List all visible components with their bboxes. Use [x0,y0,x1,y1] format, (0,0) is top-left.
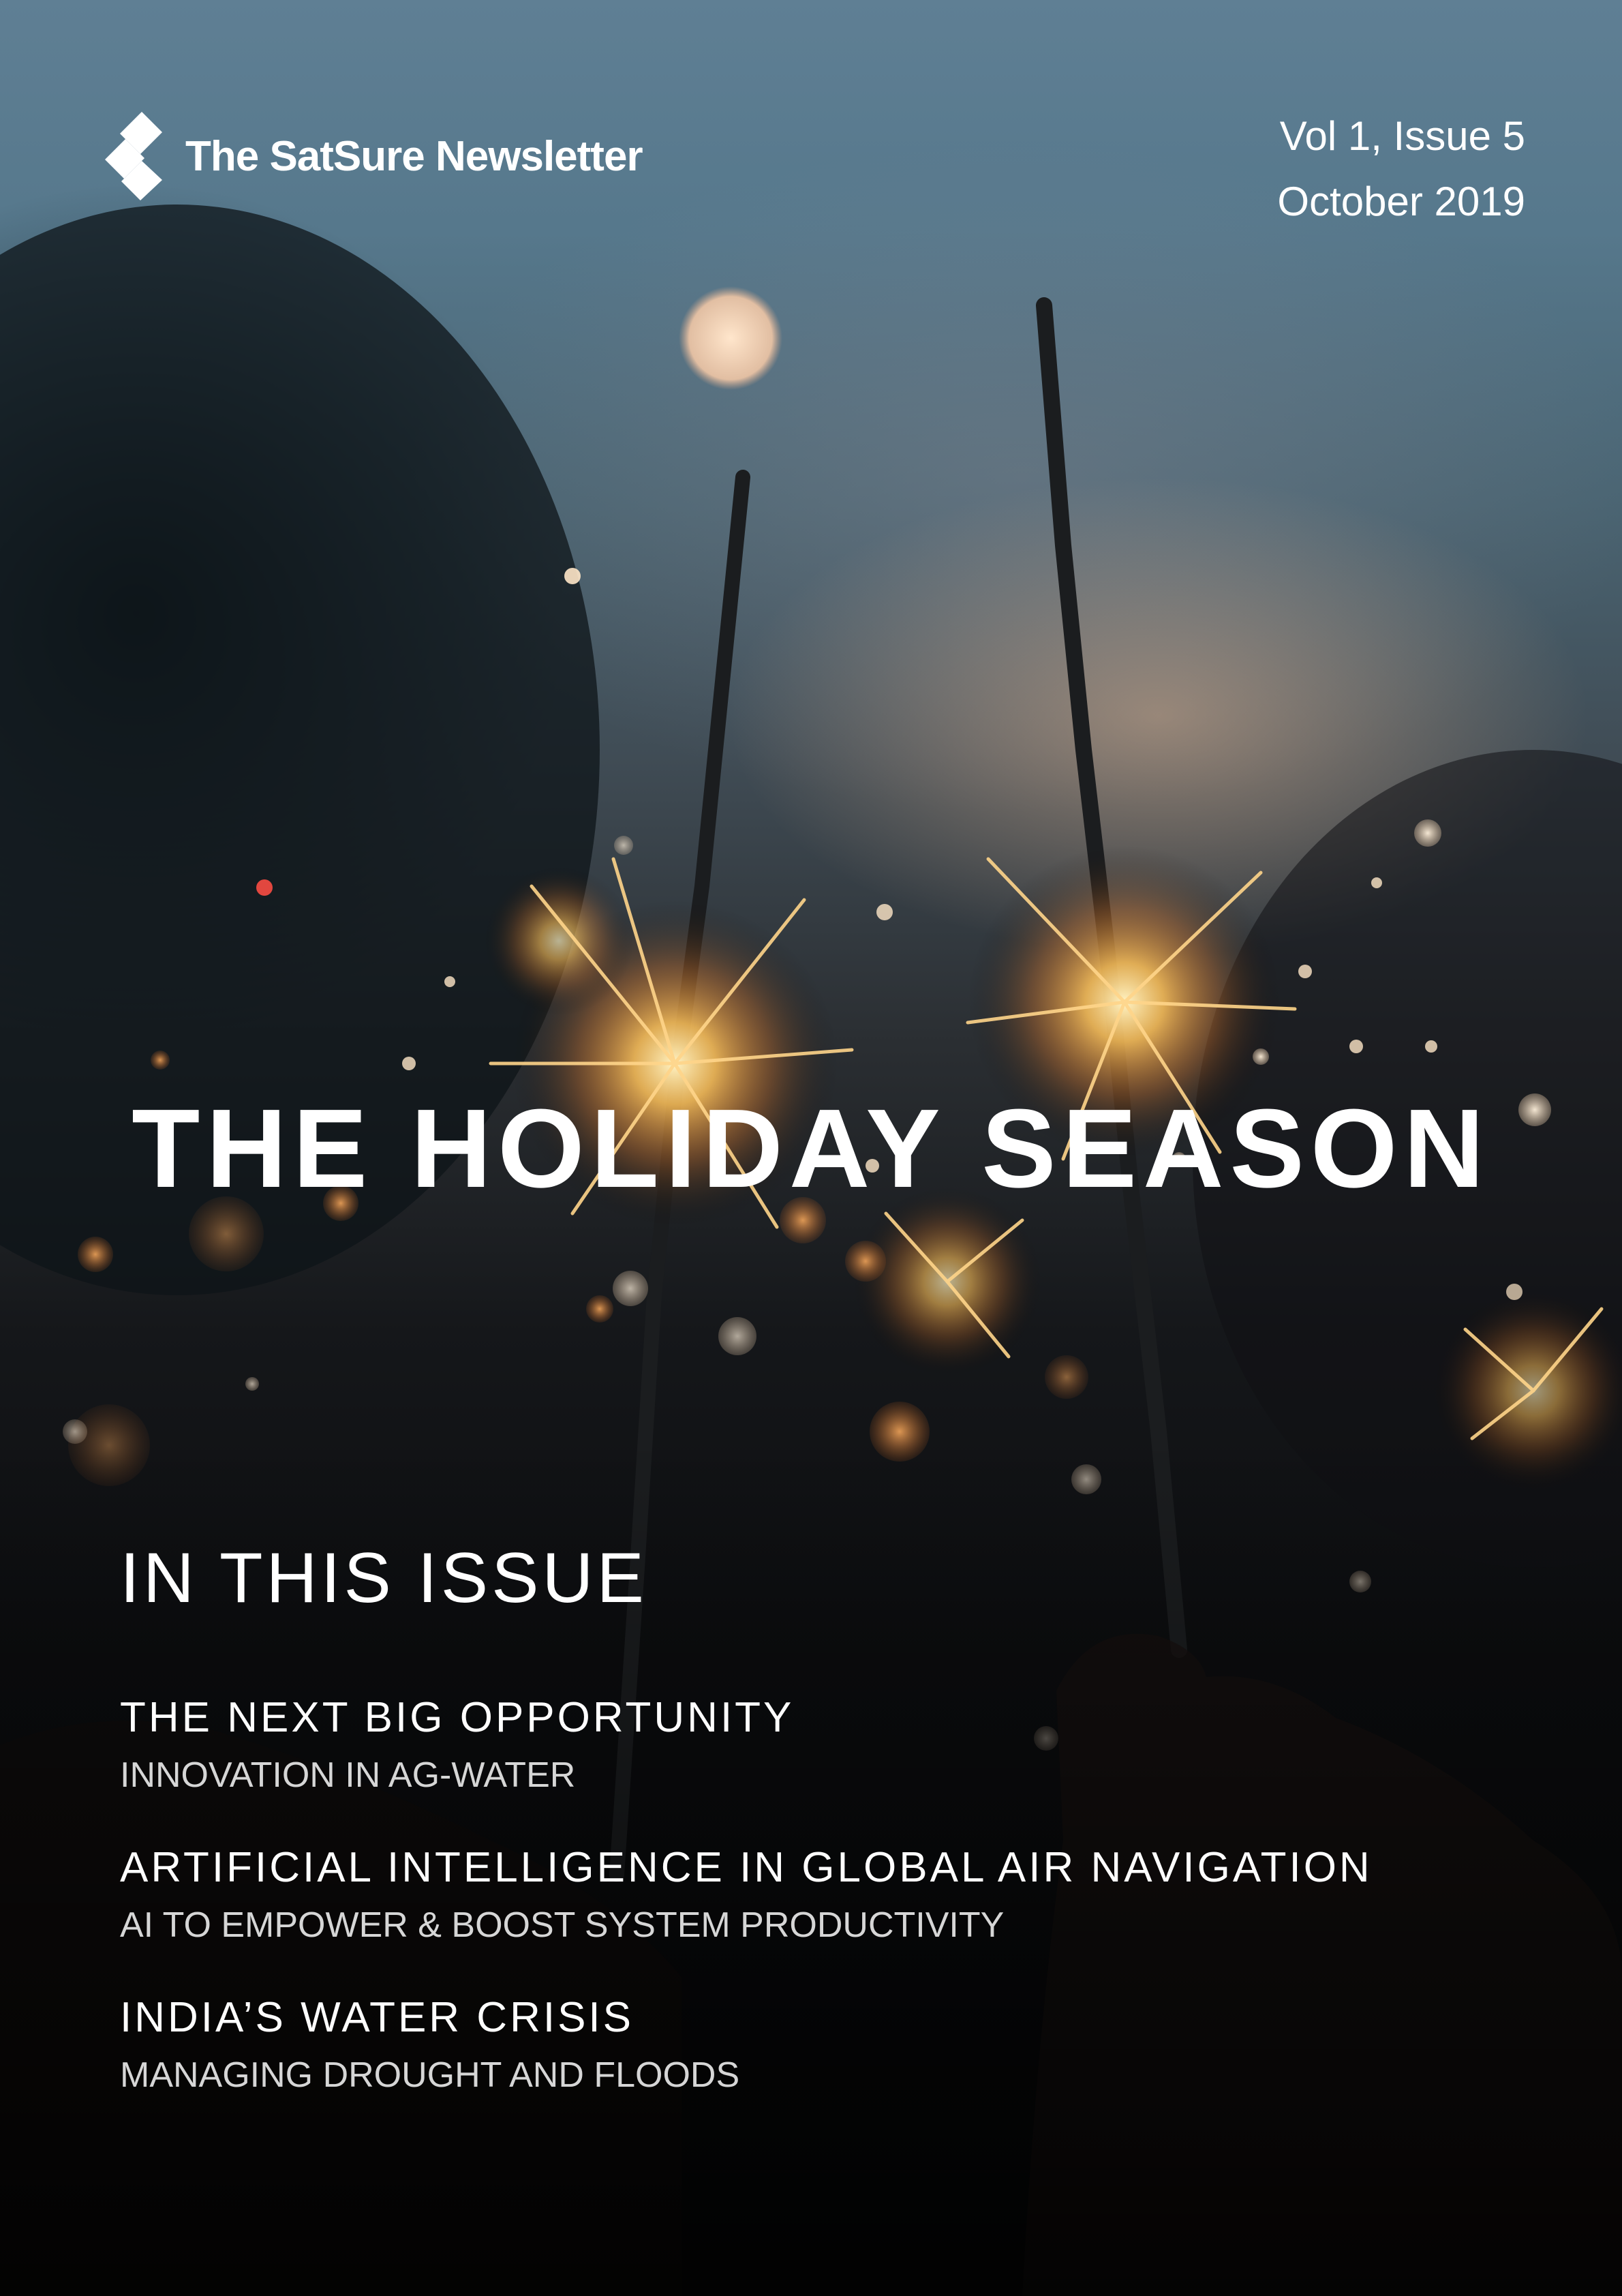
contents-item [120,1991,1551,2101]
satsure-logo-icon [101,112,166,200]
cover-headline: THE HOLIDAY SEASON [132,1086,1490,1211]
contents-item [120,1841,1551,1951]
brand-logo [101,112,643,200]
contents-item-heading: THE NEXT BIG OPPORTUNITY [120,1694,795,1741]
contents-item-heading: INDIA’S WATER CRISIS [120,1994,634,2041]
issue-date: October 2019 [1277,179,1525,224]
issue-info [1277,104,1525,235]
contents-item-subheading: MANAGING DROUGHT AND FLOODS [120,2055,740,2095]
brand-name: The SatSure Newsletter [185,132,643,180]
contents-item-heading: ARTIFICIAL INTELLIGENCE IN GLOBAL AIR NAVIGATION [120,1844,1373,1891]
contents-item [120,1691,1551,1801]
contents-title: IN THIS ISSUE [120,1539,647,1618]
contents-item-subheading: INNOVATION IN AG-WATER [120,1755,576,1795]
contents-item-subheading: AI TO EMPOWER & BOOST SYSTEM PRODUCTIVITY [120,1905,1005,1945]
contents-list [120,1691,1551,2141]
volume-issue: Vol 1, Issue 5 [1279,113,1525,159]
